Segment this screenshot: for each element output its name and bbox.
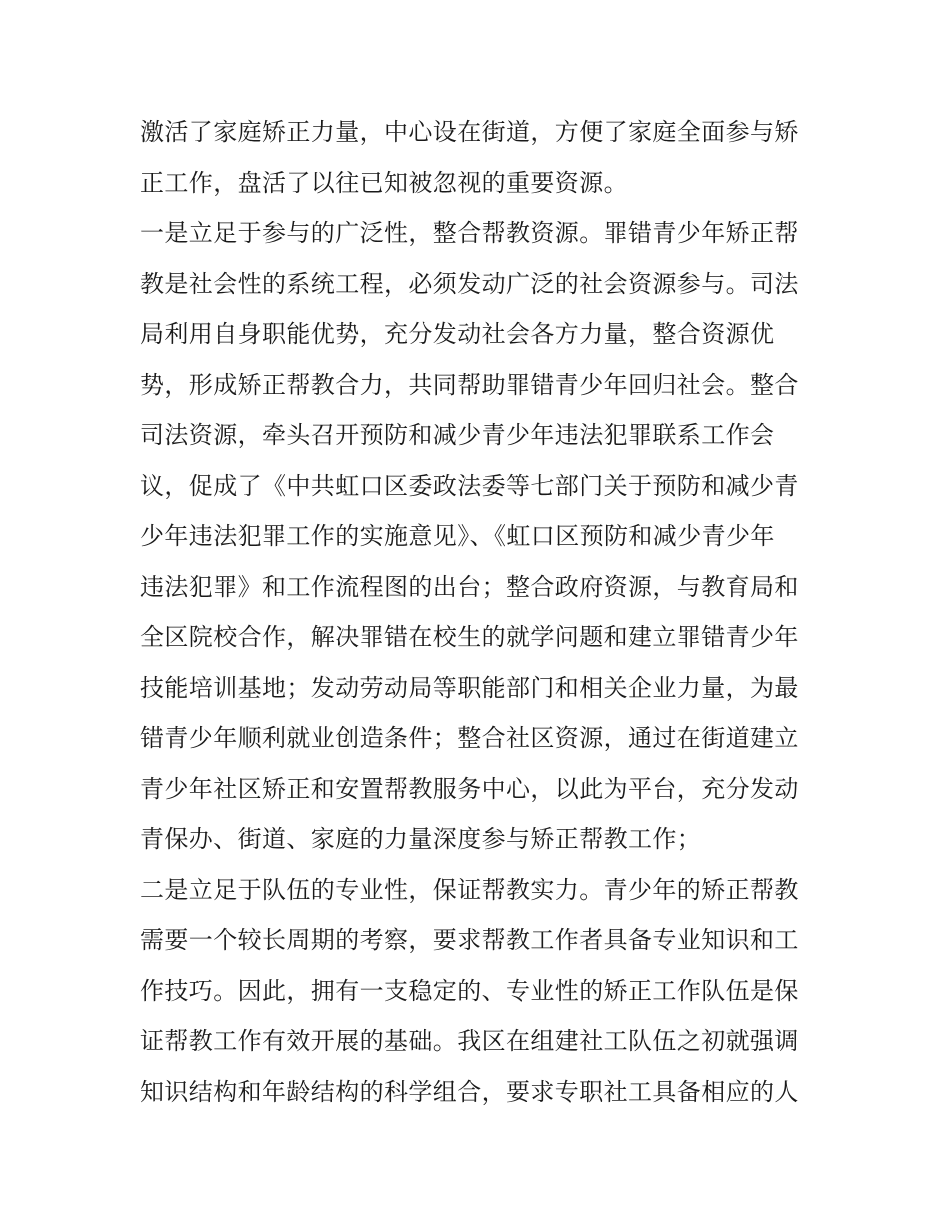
text-line: 司法资源，牵头召开预防和减少青少年违法犯罪联系工作会 bbox=[140, 421, 775, 449]
text-line: 青少年社区矫正和安置帮教服务中心，以此为平台，充分发动 bbox=[140, 774, 799, 803]
text-line: 违法犯罪》和工作流程图的出台；整合政府资源，与教育局和 bbox=[140, 572, 799, 601]
text-line: 势，形成矫正帮教合力，共同帮助罪错青少年回归社会。整合 bbox=[140, 370, 799, 399]
text-line: 议，促成了《中共虹口区委政法委等七部门关于预防和减少青 bbox=[140, 471, 799, 500]
text-line: 错青少年顺利就业创造条件；整合社区资源，通过在街道建立 bbox=[140, 724, 799, 752]
text-line: 少年违法犯罪工作的实施意见》、《虹口区预防和减少青少年 bbox=[140, 522, 775, 550]
text-line: 作技巧。因此，拥有一支稳定的、专业性的矫正工作队伍是保 bbox=[140, 976, 799, 1005]
text-line: 青保办、街道、家庭的力量深度参与矫正帮教工作； bbox=[140, 825, 702, 853]
text-line: 知识结构和年龄结构的科学组合，要求专职社工具备相应的人 bbox=[140, 1077, 799, 1106]
text-line: 一是立足于参与的广泛性，整合帮教资源。罪错青少年矫正帮 bbox=[140, 219, 799, 247]
text-line: 需要一个较长周期的考察，要求帮教工作者具备专业知识和工 bbox=[140, 926, 799, 954]
text-line: 技能培训基地；发动劳动局等职能部门和相关企业力量，为最 bbox=[140, 673, 799, 702]
text-line: 局利用自身职能优势，充分发动社会各方力量，整合资源优 bbox=[140, 320, 775, 348]
text-line: 证帮教工作有效开展的基础。我区在组建社工队伍之初就强调 bbox=[140, 1027, 799, 1055]
text-line: 正工作，盘活了以往已知被忽视的重要资源。 bbox=[140, 168, 628, 197]
text-line: 教是社会性的系统工程，必须发动广泛的社会资源参与。司法 bbox=[140, 269, 799, 298]
text-line: 激活了家庭矫正力量，中心设在街道，方便了家庭全面参与矫 bbox=[140, 118, 799, 146]
text-line: 全区院校合作，解决罪错在校生的就学问题和建立罪错青少年 bbox=[140, 623, 799, 651]
document-body bbox=[140, 107, 820, 1117]
text-line: 二是立足于队伍的专业性，保证帮教实力。青少年的矫正帮教 bbox=[140, 875, 799, 904]
